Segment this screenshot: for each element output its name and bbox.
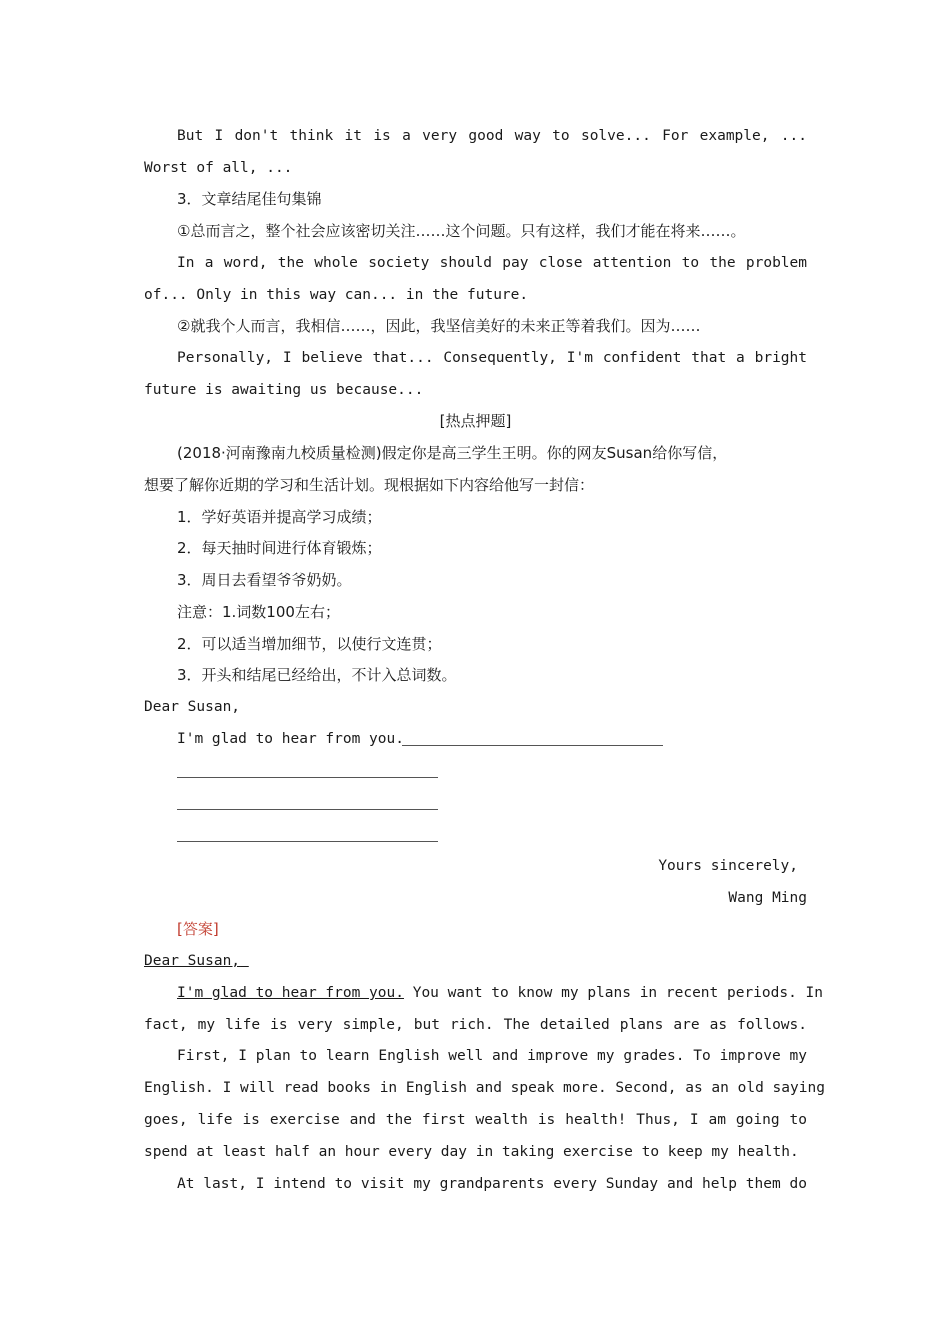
answer-blank-line (177, 841, 438, 842)
example-2-chinese: ②就我个人而言，我相信……，因此，我坚信美好的未来正等着我们。因为…… (177, 317, 701, 335)
answer-blank-line (177, 809, 438, 810)
answer-paragraph-line (177, 983, 824, 1003)
task-item: 2．每天抽时间进行体育锻炼； (177, 539, 382, 557)
task-item: 3．周日去看望爷爷奶奶。 (177, 571, 352, 589)
example-2-english: future is awaiting us because... (144, 382, 424, 398)
example-1-english: In a word, the whole society should pay close attention to the problem (177, 255, 807, 271)
paragraph-line: But I don't think it is a very good way to solve... For example, ... (177, 128, 807, 144)
task-description: 想要了解你近期的学习和生活计划。现根据如下内容给他写一封信： (144, 476, 595, 494)
answer-salutation-text: Dear Susan, (144, 953, 241, 969)
answer-paragraph-line: First, I plan to learn English well and improve my grades. To improve my (177, 1048, 807, 1064)
answer-blank-line (177, 777, 438, 778)
answer-paragraph-line: spend at least half an hour every day in taking exercise to keep my health. (144, 1144, 799, 1160)
note-item: 2．可以适当增加细节，以使行文连贯； (177, 635, 442, 653)
letter-signature: Wang Ming (728, 890, 807, 906)
answer-salutation (144, 951, 807, 971)
section-heading: 3．文章结尾佳句集锦 (177, 190, 322, 208)
paragraph-line: Worst of all, ... (144, 160, 293, 176)
answer-opening-underlined: I'm glad to hear from you. (177, 985, 404, 1001)
answer-paragraph-line: fact, my life is very simple, but rich. The detailed plans are as follows. (144, 1017, 807, 1033)
example-2-english: Personally, I believe that... Consequently, I'm confident that a bright (177, 350, 807, 366)
answer-paragraph-line: English. I will read books in English and speak more. Second, as an old saying (144, 1080, 825, 1096)
answer-paragraph-line: At last, I intend to visit my grandparents every Sunday and help them do (177, 1176, 807, 1192)
task-description: (2018·河南豫南九校质量检测)假定你是高三学生王明。你的网友Susan给你写信， (177, 444, 728, 462)
letter-salutation: Dear Susan, (144, 699, 241, 715)
note-item: 3．开头和结尾已经给出，不计入总词数。 (177, 666, 457, 684)
answer-blank-line (402, 745, 663, 746)
hot-topic-title: [热点押题] (439, 412, 512, 430)
answer-paragraph-line: goes, life is exercise and the first wealth is health! Thus, I am going to (144, 1112, 807, 1128)
answer-tag: [答案] (177, 920, 219, 938)
example-1-chinese: ①总而言之，整个社会应该密切关注……这个问题。只有这样，我们才能在将来……。 (177, 222, 746, 240)
letter-closing: Yours sincerely, (658, 858, 798, 874)
example-1-english: of... Only in this way can... in the future. (144, 287, 529, 303)
answer-text: You want to know my plans in recent periods. In (412, 985, 824, 1001)
letter-opening: I'm glad to hear from you. (177, 731, 404, 747)
note-item: 注意：1.词数100左右； (177, 603, 340, 621)
task-item: 1．学好英语并提高学习成绩； (177, 508, 382, 526)
